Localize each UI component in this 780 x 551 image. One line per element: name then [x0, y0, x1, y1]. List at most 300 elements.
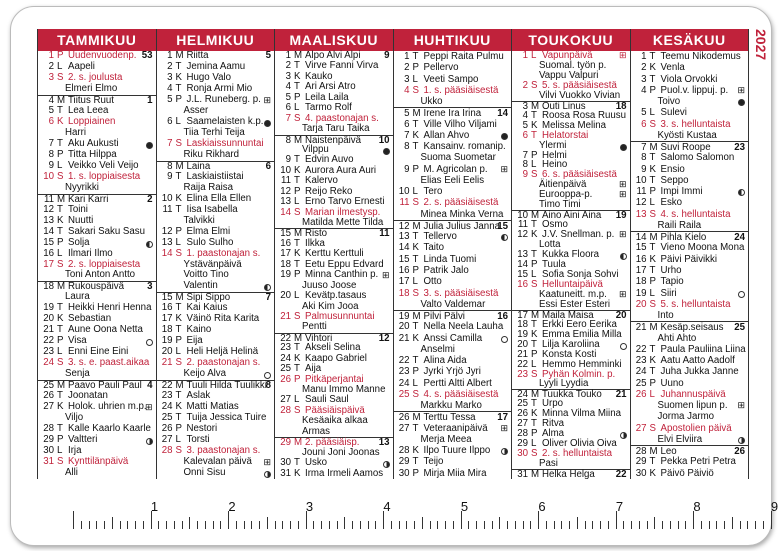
name-day: Suoma Suometar [420, 152, 496, 164]
week-number: 1 [147, 94, 153, 106]
year-label: 2027 [753, 29, 769, 61]
ruler-tick [577, 517, 578, 529]
ruler-tick [321, 521, 322, 529]
name-day: Pihla Kielo [660, 232, 707, 244]
weekday-letter: T [57, 324, 63, 336]
day-row [394, 468, 512, 479]
name-day: Armas [302, 425, 330, 437]
day-number: 11 [162, 203, 173, 215]
weekday-letter: M [57, 380, 66, 392]
name-day: Solja [68, 236, 90, 248]
ruler-tick [360, 521, 361, 529]
name-day: Ronja Armi Mio [186, 82, 253, 94]
name-day: Raili Raila [657, 219, 702, 231]
weekday-letter: S [531, 169, 538, 181]
day-number: 9 [641, 163, 647, 175]
day-number: 14 [398, 242, 410, 254]
day-number: 11 [636, 186, 647, 198]
name-day: 4. s. helluntaista [660, 208, 731, 220]
name-day: Laskiaissunnuntai [186, 137, 264, 149]
day-number: 5 [285, 91, 291, 103]
name-day: Puol.v. lippuj. p. [660, 84, 729, 96]
name-day: Pellervo [423, 62, 459, 74]
name-day: Irja [68, 445, 82, 457]
day-number: 15 [517, 268, 528, 280]
name-day: 5. s. helluntaista [660, 298, 731, 310]
day-number: 8 [285, 134, 291, 146]
ruler-label: 7 [615, 499, 624, 514]
ruler-tick [569, 521, 570, 529]
day-row [512, 230, 630, 240]
day-number: 8 [167, 160, 173, 172]
weekday-letter: M [57, 94, 66, 106]
name-day: Siiri [660, 287, 677, 299]
name-day: Helatorstai [542, 129, 589, 141]
day-row [394, 310, 512, 321]
ruler-tick [329, 521, 330, 529]
moon-phase-first-icon [738, 437, 745, 444]
name-day: Laskiaistiistai [186, 170, 244, 182]
day-number: 3 [285, 70, 291, 82]
day-row [394, 164, 512, 175]
day-row [631, 299, 749, 310]
ruler-tick [476, 521, 477, 529]
weekday-letter: M [294, 134, 303, 146]
ruler-tick [422, 517, 423, 529]
flag-day-icon: ⊞ [618, 229, 627, 240]
name-day: 3. s. e. paast.aikaa [68, 357, 150, 369]
month-header: HELMIKUU [157, 29, 275, 51]
weekday-letter: T [412, 422, 419, 434]
day-row [394, 288, 512, 299]
weekday-letter: M [412, 311, 421, 323]
weekday-letter: M [412, 108, 421, 120]
weekday-letter: S [649, 118, 656, 130]
name-day: 2. s. joulusta [68, 71, 123, 83]
day-number: 27 [635, 422, 647, 434]
day-row [38, 249, 156, 260]
name-day: Aki Kim Jooa [302, 300, 359, 312]
weekday-letter: L [294, 102, 300, 114]
weekday-letter: K [294, 164, 301, 176]
day-number: 7 [404, 129, 410, 141]
name-day: Erkki Eero Eerika [542, 318, 617, 330]
ruler-tick [740, 521, 741, 529]
name-day: Kaino [186, 324, 212, 336]
day-number: 30 [43, 445, 54, 457]
name-day: Holok. uhrien m.p. [68, 401, 147, 413]
day-number: 29 [398, 456, 410, 468]
weekday-letter: P [175, 335, 182, 347]
day-number: 16 [398, 265, 410, 276]
day-number: 25 [635, 377, 647, 389]
day-name-continuation [394, 175, 512, 186]
day-number: 23 [517, 368, 528, 380]
month-huhtikuu [393, 29, 512, 479]
name-day: Konsta Kosti [542, 348, 597, 360]
weekday-letter: L [531, 358, 537, 370]
ruler-label: 2 [228, 499, 236, 514]
day-number: 10 [43, 170, 54, 182]
day-number: 13 [517, 249, 528, 261]
day-name-continuation [631, 434, 749, 445]
weekday-letter: L [649, 107, 655, 119]
name-day: Ilpo Tuure Ilppo [423, 445, 491, 457]
weekday-letter: K [175, 192, 182, 204]
name-day: Ylermi [539, 139, 567, 151]
ruler-tick [530, 521, 531, 529]
name-day: Matti Matias [186, 401, 239, 413]
moon-phase-first-icon [501, 448, 508, 455]
name-day: Risto [305, 228, 328, 240]
weekday-letter: S [412, 197, 419, 209]
day-number: 5 [167, 93, 173, 105]
day-row [394, 254, 512, 265]
weekday-letter: T [531, 398, 537, 410]
name-day: Merja Meea [420, 433, 472, 445]
flag-day-icon: ⊞ [618, 189, 627, 200]
day-number: 3 [404, 73, 410, 85]
day-row [394, 231, 512, 242]
weekday-letter: M [531, 469, 540, 481]
day-number: 28 [398, 445, 410, 457]
day-row [38, 358, 156, 369]
weekday-letter: S [57, 357, 64, 369]
weekday-letter: M [531, 210, 540, 222]
day-name-continuation [275, 322, 393, 332]
weekday-letter: L [294, 196, 300, 208]
week-number: 23 [734, 142, 745, 154]
weekday-letter: P [412, 163, 419, 175]
name-day: Iisa Isabella [186, 203, 238, 215]
day-number: 19 [635, 287, 647, 299]
name-day: Vilvi Vuokko Vivian [539, 89, 621, 101]
day-row [394, 366, 512, 377]
name-day: Aapeli [68, 60, 95, 72]
day-number: 4 [641, 84, 647, 96]
name-day: Vihtori [305, 332, 333, 344]
day-number: 16 [517, 278, 528, 290]
day-row [631, 468, 749, 479]
name-day: Tero [423, 186, 443, 198]
day-row [38, 435, 156, 446]
day-row [631, 321, 749, 332]
ruler-label: 6 [538, 499, 546, 514]
weekday-letter: L [649, 287, 655, 299]
week-number: 15 [497, 220, 508, 232]
name-day: Kaatuneitt. m.p. [539, 288, 607, 300]
day-number: 15 [280, 228, 291, 240]
name-day: 4. s. pääsiäisestä [423, 388, 499, 400]
day-number: 27 [398, 422, 410, 434]
weekday-letter: L [175, 236, 181, 248]
weekday-letter: T [649, 265, 656, 276]
calendar-card [10, 6, 779, 546]
name-day: Hemmo Hemminki [542, 358, 622, 370]
name-day: Kaapo Gabriel [305, 352, 367, 364]
name-day: Timo Timi [539, 199, 581, 211]
day-row [394, 355, 512, 366]
day-number: 22 [635, 343, 647, 355]
weekday-letter: L [531, 438, 537, 450]
name-day: Pasi [539, 458, 558, 470]
name-day: Jouni Joni Joonas [302, 446, 380, 458]
weekday-letter: T [531, 249, 537, 261]
name-day: Juuso Joose [302, 279, 357, 291]
name-day: Kevätp.tasaus [305, 290, 367, 302]
day-number: 12 [161, 225, 173, 237]
weekday-letter: L [412, 276, 418, 288]
day-number: 27 [280, 394, 291, 406]
day-list [157, 51, 275, 479]
name-day: Helluntaipäivä [542, 278, 603, 290]
day-row [631, 276, 749, 287]
name-day: 2. pääsiäisp. [305, 437, 360, 449]
day-number: 20 [635, 298, 647, 310]
day-number: 17 [517, 309, 528, 321]
moon-phase-full-icon [264, 120, 271, 127]
weekday-letter: L [175, 115, 181, 127]
ruler-tick [158, 521, 159, 529]
ruler-tick [732, 517, 733, 529]
weekday-letter: P [57, 434, 64, 446]
name-day: 1. paastonajan s. [186, 247, 261, 259]
day-number: 23 [398, 366, 410, 378]
flag-day-icon: ⊞ [737, 400, 745, 411]
day-name-continuation [631, 411, 749, 422]
weekday-letter: T [412, 231, 419, 243]
weekday-letter: S [531, 79, 538, 91]
day-number: 23 [280, 342, 291, 354]
weekday-letter: S [531, 368, 538, 380]
name-day: Keijo Alva [183, 368, 227, 380]
name-day: Minna Canthin p. [305, 269, 379, 281]
weekday-letter: P [531, 149, 538, 161]
name-day: Emma Emilia Milla [542, 328, 622, 340]
name-day: Ari Arsi Atro [305, 81, 356, 93]
day-number: 8 [48, 148, 54, 160]
name-day: Manu Immo Manne [302, 384, 386, 396]
moon-phase-first-icon [264, 471, 271, 478]
name-day: Kai Kaius [186, 302, 228, 314]
name-day: Elias Eeli Eelis [420, 174, 485, 186]
ruler-tick [523, 521, 524, 529]
name-day: Talvikki [183, 214, 215, 226]
name-day: Allan Ahvo [423, 129, 470, 141]
week-number: 20 [615, 309, 627, 321]
day-number: 18 [280, 258, 291, 270]
name-day: Lilja Karoliina [542, 338, 600, 350]
day-row [512, 469, 630, 479]
weekday-letter: T [531, 338, 537, 350]
ruler-tick [701, 521, 702, 529]
name-day: Sulo Sulho [186, 236, 234, 248]
name-day: Peppi Raita Pulmu [423, 51, 504, 62]
day-number: 5 [641, 107, 647, 119]
weekday-letter: T [649, 152, 656, 164]
name-day: Ilmari Ilmo [68, 247, 113, 259]
day-row [394, 74, 512, 85]
ruler-tick [662, 521, 663, 529]
day-number: 1 [285, 50, 291, 61]
day-number: 31 [517, 469, 528, 481]
name-day: Kukka Floora [542, 249, 600, 261]
day-row [38, 281, 156, 292]
name-day: 1. s. loppiaisesta [68, 170, 141, 182]
weekday-letter: P [412, 467, 419, 479]
name-day: Väinö Rita Karita [186, 313, 260, 325]
name-day: Enni Eine Eini [68, 346, 129, 358]
weekday-letter: M [649, 142, 658, 154]
name-day: Tiitus Ruut [68, 94, 114, 106]
day-row [512, 389, 630, 399]
name-day: Virve Fanni Virva [305, 60, 379, 72]
day-number: 30 [517, 448, 528, 460]
ruler-tick [174, 521, 175, 529]
day-row [157, 194, 275, 205]
day-row [394, 220, 512, 231]
day-number: 19 [398, 311, 410, 323]
name-day: Urpo [542, 398, 563, 410]
ruler-tick [445, 521, 446, 529]
name-day: 5. s. pääsiäisestä [542, 79, 617, 91]
flag-day-icon: ⊞ [500, 163, 508, 174]
weekday-letter: S [649, 422, 656, 434]
weekday-letter: T [294, 175, 300, 187]
day-row [512, 210, 630, 220]
name-day: Pentti [302, 321, 327, 333]
weekday-letter: T [175, 324, 182, 336]
weekday-letter: T [531, 219, 537, 231]
day-name-continuation [275, 124, 393, 134]
name-day: Kalle Kaarlo Kaarle [68, 423, 151, 435]
day-row [631, 197, 749, 208]
weekday-letter: S [412, 388, 419, 400]
name-day: Nella Neela Lauha [423, 321, 504, 333]
week-number: 22 [615, 469, 627, 481]
day-name-continuation [38, 183, 156, 194]
day-row [394, 321, 512, 332]
weekday-letter: P [649, 84, 656, 96]
weekday-letter: S [412, 84, 419, 96]
weekday-letter: K [412, 129, 419, 141]
day-row [512, 449, 630, 459]
ruler-tick [437, 521, 438, 529]
name-day: Melissa Melina [542, 119, 607, 131]
ruler-tick [236, 521, 237, 529]
day-row [38, 216, 156, 227]
day-number: 20 [517, 338, 528, 350]
ruler-tick [135, 521, 136, 529]
day-list [38, 51, 156, 479]
day-number: 4 [167, 82, 173, 94]
name-day: Nuutti [68, 214, 94, 226]
day-number: 13 [635, 208, 647, 220]
name-day: Jorma Jarmo [657, 411, 715, 423]
weekday-letter: T [57, 203, 63, 215]
weekday-letter: T [294, 60, 300, 72]
month-header: TAMMIKUU [38, 29, 156, 51]
week-number: 7 [265, 292, 271, 304]
day-number: 10 [517, 210, 528, 222]
name-day: Viljo [65, 412, 84, 424]
ruler-tick [352, 521, 353, 529]
weekday-letter: S [57, 71, 64, 83]
ruler-tick [73, 511, 74, 529]
month-header: KESÄKUU [631, 29, 749, 51]
name-day: Saamelaisten k.p. [186, 115, 264, 127]
day-number: 3 [641, 73, 647, 85]
day-number: 1 [48, 50, 54, 61]
name-day: Terttu Tessa [423, 412, 476, 424]
weekday-letter: T [531, 129, 537, 141]
weekday-letter: M [57, 193, 66, 205]
weekday-letter: T [294, 363, 300, 375]
weekday-letter: K [531, 408, 538, 420]
ruler-tick [337, 521, 338, 529]
name-day: Kauko [305, 70, 333, 82]
moon-phase-full-icon [620, 144, 627, 151]
name-day: Asser [183, 104, 209, 116]
week-number: 14 [497, 108, 508, 120]
weekday-letter: P [57, 148, 64, 160]
ruler-tick [290, 521, 291, 529]
day-number: 11 [43, 193, 54, 205]
weekday-letter: P [57, 335, 64, 347]
name-day: 2. s. helluntaista [542, 448, 613, 460]
day-name-continuation [394, 209, 512, 220]
week-number: 53 [141, 50, 153, 61]
name-day: 3. s. pääsiäisestä [423, 287, 499, 299]
name-day: Tapio [660, 276, 684, 288]
day-number: 3 [522, 100, 528, 112]
day-number: 28 [161, 445, 173, 457]
weekday-letter: P [531, 348, 538, 360]
name-day: Titta Hilppa [68, 148, 117, 160]
name-day: Toini [68, 203, 88, 215]
day-number: 23 [635, 355, 647, 367]
weekday-letter: L [175, 346, 181, 358]
weekday-letter: L [531, 50, 537, 61]
ruler-tick [104, 521, 105, 529]
name-day: 3. paastonajan s. [186, 445, 261, 457]
weekday-letter: S [294, 112, 301, 124]
day-name-continuation [512, 300, 630, 310]
name-day: Nestori [186, 423, 218, 435]
day-number: 19 [161, 335, 173, 347]
day-number: 1 [522, 50, 528, 61]
weekday-letter: L [531, 268, 537, 280]
day-number: 20 [398, 321, 410, 333]
day-number: 1 [167, 50, 173, 61]
weekday-letter: T [649, 51, 656, 62]
flag-day-icon: ⊞ [381, 270, 390, 281]
weekday-letter: P [175, 423, 182, 435]
day-row [631, 51, 749, 62]
name-day: Erno Tarvo Ernesti [305, 196, 385, 208]
ruler-tick [251, 521, 252, 529]
weekday-letter: M [649, 446, 658, 458]
week-number: 19 [615, 210, 627, 222]
ruler-tick [763, 521, 764, 529]
day-row [394, 242, 512, 253]
name-day: Eurooppa-p. [539, 189, 593, 201]
ruler-tick [747, 521, 748, 529]
weekday-letter: T [531, 109, 537, 121]
ruler-tick [120, 521, 121, 529]
day-name-continuation [394, 96, 512, 107]
day-row [512, 409, 630, 419]
